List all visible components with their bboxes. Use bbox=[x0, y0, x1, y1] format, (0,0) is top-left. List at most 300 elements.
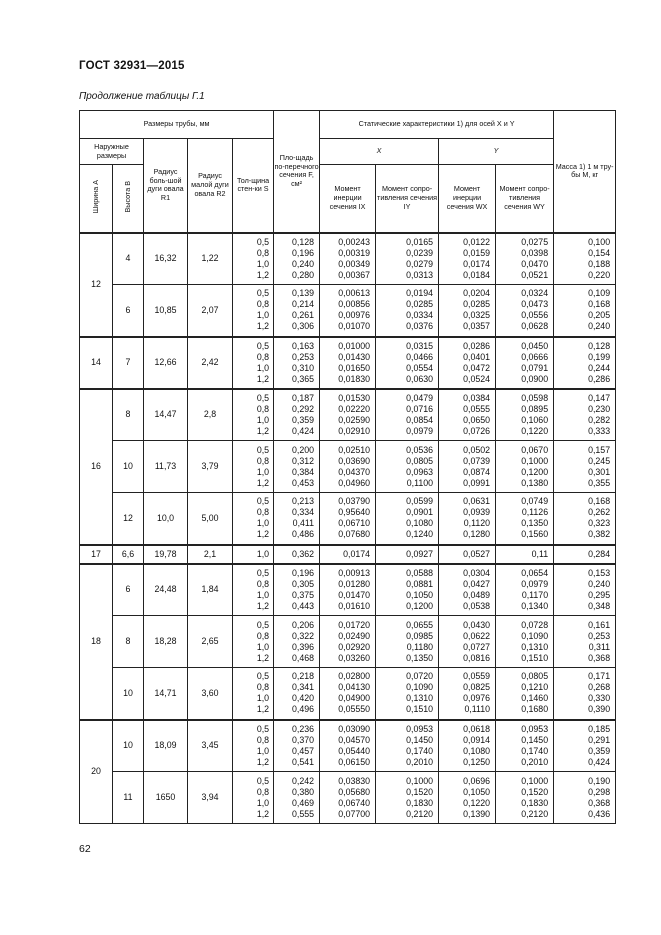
radius-r1-value: 14,71 bbox=[144, 668, 188, 720]
cell-value: 0,161 bbox=[588, 619, 611, 630]
cell-value: 0,0628 bbox=[521, 321, 549, 332]
cell-value: 0,02590 bbox=[338, 414, 371, 425]
cell-value: 0,1560 bbox=[521, 529, 549, 540]
cell-value: 0,305 bbox=[292, 578, 315, 589]
radius-r2-value: 1,22 bbox=[188, 233, 233, 285]
cell-value: 0,368 bbox=[588, 797, 611, 808]
cell-value: 0,0895 bbox=[521, 403, 549, 414]
header-mass: Масса 1) 1 м тру-бы M, кг bbox=[554, 111, 616, 233]
height-b-value: 6,6 bbox=[113, 545, 144, 564]
thickness-values bbox=[233, 285, 274, 337]
cell-value: 0,1830 bbox=[521, 797, 549, 808]
height-b-value: 4 bbox=[113, 233, 144, 285]
cell-value: 0,0727 bbox=[463, 641, 491, 652]
table-row bbox=[80, 616, 616, 668]
cell-value: 0,1680 bbox=[521, 704, 549, 715]
height-b-value: 10 bbox=[113, 668, 144, 720]
cell-value: 0,306 bbox=[292, 321, 315, 332]
ix-values bbox=[320, 616, 376, 668]
cell-value: 0,0739 bbox=[463, 455, 491, 466]
cell-value: 0,240 bbox=[588, 321, 611, 332]
cell-value: 0,1110 bbox=[464, 704, 491, 715]
radius-r1-value: 19,78 bbox=[144, 545, 188, 564]
cell-value: 0,261 bbox=[292, 310, 315, 321]
cell-value: 0,0521 bbox=[521, 269, 549, 280]
iy-values bbox=[376, 337, 439, 389]
cell-value: 0,2120 bbox=[521, 808, 549, 819]
cell-value: 0,365 bbox=[292, 373, 315, 384]
cell-value: 0,04370 bbox=[338, 466, 371, 477]
cell-value: 0,0159 bbox=[463, 247, 491, 258]
cell-value: 0,00856 bbox=[338, 299, 371, 310]
cell-value: 0,0122 bbox=[463, 236, 491, 247]
cell-value: 0,199 bbox=[588, 351, 611, 362]
wy-values bbox=[496, 493, 554, 545]
cell-value: 0,1380 bbox=[521, 477, 549, 488]
cell-value: 0,04960 bbox=[338, 477, 371, 488]
cell-value: 0,8 bbox=[256, 403, 270, 414]
wx-values bbox=[439, 564, 496, 616]
cell-value: 0,00613 bbox=[338, 288, 371, 299]
height-b-value: 6 bbox=[113, 564, 144, 616]
wx-values bbox=[439, 441, 496, 493]
cell-value: 0,0401 bbox=[463, 351, 491, 362]
header-static-characteristics: Статические характеристики 1) для осей X и Y bbox=[320, 111, 554, 139]
ix-values bbox=[320, 668, 376, 720]
cell-value: 1,2 bbox=[256, 269, 270, 280]
cell-value: 0,1520 bbox=[406, 786, 434, 797]
cell-value: 0,1220 bbox=[521, 425, 549, 436]
cell-value: 0,07680 bbox=[338, 529, 371, 540]
wx-values bbox=[439, 285, 496, 337]
width-a-value: 12 bbox=[80, 233, 113, 337]
cell-value: 0,1126 bbox=[521, 507, 549, 518]
cell-value: 0,355 bbox=[588, 477, 611, 488]
cell-value: 0,0559 bbox=[463, 671, 491, 682]
cell-value: 0,1220 bbox=[463, 797, 491, 808]
cell-value: 0,0174 bbox=[343, 548, 371, 559]
cell-value: 0,0313 bbox=[406, 269, 434, 280]
table-continuation-caption: Продолжение таблицы Г.1 bbox=[79, 91, 205, 102]
cell-value: 0,5 bbox=[256, 723, 270, 734]
cell-value: 0,1250 bbox=[463, 756, 491, 767]
header-moment-ix: Момент инерции сечения IX bbox=[320, 165, 376, 233]
cell-value: 0,2120 bbox=[406, 808, 434, 819]
cell-value: 0,291 bbox=[588, 734, 611, 745]
wy-values bbox=[496, 285, 554, 337]
properties-table bbox=[79, 110, 616, 824]
cell-value: 0,187 bbox=[292, 392, 315, 403]
cell-value: 1,2 bbox=[256, 704, 270, 715]
cell-value: 0,0184 bbox=[463, 269, 491, 280]
cell-value: 0,218 bbox=[292, 671, 315, 682]
cell-value: 0,5 bbox=[256, 619, 270, 630]
wy-values bbox=[496, 545, 554, 564]
cell-value: 0,5 bbox=[256, 671, 270, 682]
thickness-values bbox=[233, 616, 274, 668]
thickness-values bbox=[233, 233, 274, 285]
thickness-values bbox=[233, 337, 274, 389]
cell-value: 0,8 bbox=[256, 247, 270, 258]
height-b-value: 12 bbox=[113, 493, 144, 545]
cell-value: 0,01280 bbox=[338, 578, 371, 589]
cell-value: 0,205 bbox=[588, 310, 611, 321]
cell-value: 1,0 bbox=[256, 641, 270, 652]
cell-value: 0,03090 bbox=[338, 723, 371, 734]
cell-value: 0,1280 bbox=[463, 529, 491, 540]
ix-values bbox=[320, 285, 376, 337]
area-values bbox=[274, 668, 320, 720]
cell-value: 0,06740 bbox=[338, 797, 371, 808]
cell-value: 0,8 bbox=[256, 734, 270, 745]
cell-value: 0,1350 bbox=[406, 652, 434, 663]
cell-value: 0,370 bbox=[292, 734, 315, 745]
area-values bbox=[274, 285, 320, 337]
table-row bbox=[80, 337, 616, 389]
cell-value: 0,0630 bbox=[406, 373, 434, 384]
cell-value: 0,359 bbox=[292, 414, 315, 425]
cell-value: 1,0 bbox=[256, 518, 270, 529]
cell-value: 0,171 bbox=[588, 671, 611, 682]
cell-value: 0,0398 bbox=[521, 247, 549, 258]
cell-value: 0,02800 bbox=[338, 671, 371, 682]
cell-value: 0,0304 bbox=[463, 567, 491, 578]
cell-value: 0,0666 bbox=[521, 351, 549, 362]
iy-values bbox=[376, 564, 439, 616]
cell-value: 0,5 bbox=[256, 775, 270, 786]
cell-value: 0,0979 bbox=[406, 425, 434, 436]
cell-value: 0,0914 bbox=[463, 734, 491, 745]
cell-value: 0,1050 bbox=[406, 589, 434, 600]
cell-value: 0,00367 bbox=[338, 269, 371, 280]
cell-value: 0,1350 bbox=[521, 518, 549, 529]
cell-value: 0,1060 bbox=[521, 414, 549, 425]
header-radius-r1: Радиус боль-шой дуги овала R1 bbox=[144, 139, 188, 233]
radius-r1-value: 18,28 bbox=[144, 616, 188, 668]
cell-value: 0,486 bbox=[292, 529, 315, 540]
cell-value: 0,0479 bbox=[406, 392, 434, 403]
cell-value: 0,0285 bbox=[463, 299, 491, 310]
iy-values bbox=[376, 285, 439, 337]
cell-value: 0,07700 bbox=[338, 808, 371, 819]
cell-value: 0,2010 bbox=[406, 756, 434, 767]
header-axis-x: X bbox=[320, 139, 439, 165]
cell-value: 1,0 bbox=[256, 548, 270, 559]
cell-value: 0,1510 bbox=[521, 652, 549, 663]
cell-value: 0,0670 bbox=[521, 444, 549, 455]
mass-values bbox=[554, 493, 616, 545]
cell-value: 0,02920 bbox=[338, 641, 371, 652]
cell-value: 0,284 bbox=[588, 548, 611, 559]
height-b-value: 7 bbox=[113, 337, 144, 389]
cell-value: 0,03690 bbox=[338, 455, 371, 466]
cell-value: 0,06710 bbox=[338, 518, 371, 529]
cell-value: 0,1310 bbox=[521, 641, 549, 652]
cell-value: 0,334 bbox=[292, 507, 315, 518]
cell-value: 0,382 bbox=[588, 529, 611, 540]
cell-value: 1,2 bbox=[256, 600, 270, 611]
cell-value: 0,0555 bbox=[463, 403, 491, 414]
iy-values bbox=[376, 441, 439, 493]
radius-r1-value: 16,32 bbox=[144, 233, 188, 285]
cell-value: 0,0275 bbox=[521, 236, 549, 247]
cell-value: 0,1100 bbox=[406, 477, 434, 488]
cell-value: 0,240 bbox=[588, 578, 611, 589]
cell-value: 0,01720 bbox=[338, 619, 371, 630]
radius-r2-value: 3,94 bbox=[188, 772, 233, 824]
mass-values bbox=[554, 564, 616, 616]
header-outer-sizes: Наружные размеры bbox=[80, 139, 144, 165]
cell-value: 0,457 bbox=[292, 745, 315, 756]
cell-value: 1,0 bbox=[256, 414, 270, 425]
radius-r1-value: 10,0 bbox=[144, 493, 188, 545]
cell-value: 0,02490 bbox=[338, 630, 371, 641]
area-values bbox=[274, 389, 320, 441]
cell-value: 0,0536 bbox=[406, 444, 434, 455]
cell-value: 0,1200 bbox=[406, 600, 434, 611]
cell-value: 0,1310 bbox=[406, 693, 434, 704]
iy-values bbox=[376, 233, 439, 285]
cell-value: 0,1000 bbox=[521, 455, 549, 466]
iy-values bbox=[376, 493, 439, 545]
cell-value: 0,5 bbox=[256, 567, 270, 578]
cell-value: 1,2 bbox=[256, 652, 270, 663]
cell-value: 0,01610 bbox=[338, 600, 371, 611]
cell-value: 0,128 bbox=[292, 236, 315, 247]
cell-value: 0,0325 bbox=[463, 310, 491, 321]
cell-value: 0,200 bbox=[292, 444, 315, 455]
cell-value: 1,0 bbox=[256, 797, 270, 808]
cell-value: 0,0285 bbox=[406, 299, 434, 310]
cell-value: 0,0588 bbox=[406, 567, 434, 578]
cell-value: 0,0315 bbox=[406, 340, 434, 351]
cell-value: 0,0816 bbox=[463, 652, 491, 663]
cell-value: 0,280 bbox=[292, 269, 315, 280]
cell-value: 0,0726 bbox=[463, 425, 491, 436]
cell-value: 0,0554 bbox=[406, 362, 434, 373]
area-values bbox=[274, 772, 320, 824]
cell-value: 0,0696 bbox=[463, 775, 491, 786]
mass-values bbox=[554, 545, 616, 564]
cell-value: 0,0900 bbox=[521, 373, 549, 384]
table-row bbox=[80, 493, 616, 545]
cell-value: 0,0194 bbox=[406, 288, 434, 299]
cell-value: 1,0 bbox=[256, 258, 270, 269]
cell-value: 0,0527 bbox=[463, 548, 491, 559]
cell-value: 0,282 bbox=[588, 414, 611, 425]
cell-value: 0,253 bbox=[588, 630, 611, 641]
cell-value: 1,2 bbox=[256, 425, 270, 436]
cell-value: 0,0976 bbox=[463, 693, 491, 704]
cell-value: 0,8 bbox=[256, 299, 270, 310]
cell-value: 0,01000 bbox=[338, 340, 371, 351]
wy-values bbox=[496, 720, 554, 772]
width-a-value: 17 bbox=[80, 545, 113, 564]
area-values bbox=[274, 233, 320, 285]
cell-value: 0,424 bbox=[292, 425, 315, 436]
cell-value: 0,380 bbox=[292, 786, 315, 797]
ix-values bbox=[320, 545, 376, 564]
cell-value: 0,424 bbox=[588, 756, 611, 767]
document-title: ГОСТ 32931—2015 bbox=[79, 60, 185, 72]
cell-value: 0,00319 bbox=[338, 247, 371, 258]
iy-values bbox=[376, 616, 439, 668]
cell-value: 0,5 bbox=[256, 444, 270, 455]
cell-value: 0,1460 bbox=[521, 693, 549, 704]
table-row bbox=[80, 772, 616, 824]
cell-value: 0,359 bbox=[588, 745, 611, 756]
cell-value: 1,0 bbox=[256, 693, 270, 704]
cell-value: 0,0427 bbox=[463, 578, 491, 589]
area-values bbox=[274, 564, 320, 616]
cell-value: 0,0654 bbox=[521, 567, 549, 578]
wy-values bbox=[496, 564, 554, 616]
cell-value: 0,02910 bbox=[338, 425, 371, 436]
cell-value: 0,8 bbox=[256, 682, 270, 693]
iy-values bbox=[376, 772, 439, 824]
cell-value: 0,1450 bbox=[521, 734, 549, 745]
cell-value: 0,396 bbox=[292, 641, 315, 652]
thickness-values bbox=[233, 720, 274, 772]
thickness-values bbox=[233, 545, 274, 564]
cell-value: 0,03790 bbox=[338, 496, 371, 507]
height-b-value: 8 bbox=[113, 616, 144, 668]
width-a-value: 14 bbox=[80, 337, 113, 389]
thickness-values bbox=[233, 389, 274, 441]
cell-value: 0,295 bbox=[588, 589, 611, 600]
thickness-values bbox=[233, 441, 274, 493]
cell-value: 0,1000 bbox=[406, 775, 434, 786]
cell-value: 0,01530 bbox=[338, 392, 371, 403]
table-row bbox=[80, 564, 616, 616]
cell-value: 0,03260 bbox=[338, 652, 371, 663]
cell-value: 0,109 bbox=[588, 288, 611, 299]
cell-value: 0,312 bbox=[292, 455, 315, 466]
cell-value: 0,298 bbox=[588, 786, 611, 797]
cell-value: 0,0622 bbox=[463, 630, 491, 641]
cell-value: 0,0953 bbox=[406, 723, 434, 734]
cell-value: 0,0805 bbox=[406, 455, 434, 466]
cell-value: 0,8 bbox=[256, 351, 270, 362]
radius-r2-value: 3,45 bbox=[188, 720, 233, 772]
cell-value: 0,154 bbox=[588, 247, 611, 258]
cell-value: 0,0376 bbox=[406, 321, 434, 332]
cell-value: 0,188 bbox=[588, 258, 611, 269]
mass-values bbox=[554, 720, 616, 772]
wx-values bbox=[439, 337, 496, 389]
cell-value: 0,0881 bbox=[406, 578, 434, 589]
cell-value: 0,05440 bbox=[338, 745, 371, 756]
cell-value: 0,1180 bbox=[406, 641, 434, 652]
page-number: 62 bbox=[79, 843, 91, 855]
cell-value: 0,292 bbox=[292, 403, 315, 414]
cell-value: 0,213 bbox=[292, 496, 315, 507]
cell-value: 0,0927 bbox=[406, 548, 434, 559]
cell-value: 0,443 bbox=[292, 600, 315, 611]
cell-value: 0,301 bbox=[588, 466, 611, 477]
cell-value: 0,333 bbox=[588, 425, 611, 436]
table-body bbox=[80, 233, 616, 824]
cell-value: 1,2 bbox=[256, 477, 270, 488]
cell-value: 0,0165 bbox=[406, 236, 434, 247]
wx-values bbox=[439, 389, 496, 441]
cell-value: 1,0 bbox=[256, 745, 270, 756]
header-radius-r2: Радиус малой дуги овала R2 bbox=[188, 139, 233, 233]
cell-value: 0,8 bbox=[256, 507, 270, 518]
cell-value: 0,1830 bbox=[406, 797, 434, 808]
cell-value: 0,168 bbox=[588, 496, 611, 507]
cell-value: 1,0 bbox=[256, 466, 270, 477]
cell-value: 0,1450 bbox=[406, 734, 434, 745]
cell-value: 1,0 bbox=[256, 362, 270, 373]
cell-value: 0,0728 bbox=[521, 619, 549, 630]
area-values bbox=[274, 493, 320, 545]
cell-value: 0,00243 bbox=[338, 236, 371, 247]
thickness-values bbox=[233, 564, 274, 616]
cell-value: 0,286 bbox=[588, 373, 611, 384]
cell-value: 0,157 bbox=[588, 444, 611, 455]
cell-value: 0,0430 bbox=[463, 619, 491, 630]
cell-value: 0,253 bbox=[292, 351, 315, 362]
wy-values bbox=[496, 441, 554, 493]
cell-value: 0,1080 bbox=[406, 518, 434, 529]
cell-value: 0,220 bbox=[588, 269, 611, 280]
area-values bbox=[274, 616, 320, 668]
cell-value: 0,0650 bbox=[463, 414, 491, 425]
wy-values bbox=[496, 616, 554, 668]
cell-value: 0,1200 bbox=[521, 466, 549, 477]
wx-values bbox=[439, 545, 496, 564]
cell-value: 0,0901 bbox=[406, 507, 434, 518]
ix-values bbox=[320, 389, 376, 441]
iy-values bbox=[376, 545, 439, 564]
cell-value: 0,0556 bbox=[521, 310, 549, 321]
wy-values bbox=[496, 233, 554, 285]
ix-values bbox=[320, 233, 376, 285]
mass-values bbox=[554, 772, 616, 824]
cell-value: 0,147 bbox=[588, 392, 611, 403]
cell-value: 0,128 bbox=[588, 340, 611, 351]
iy-values bbox=[376, 389, 439, 441]
area-values bbox=[274, 441, 320, 493]
cell-value: 0,1520 bbox=[521, 786, 549, 797]
cell-value: 0,5 bbox=[256, 236, 270, 247]
cell-value: 0,268 bbox=[588, 682, 611, 693]
header-pipe-sizes: Размеры трубы, мм bbox=[80, 111, 274, 139]
wy-values bbox=[496, 389, 554, 441]
cell-value: 1,0 bbox=[256, 589, 270, 600]
cell-value: 0,0631 bbox=[463, 496, 491, 507]
cell-value: 1,2 bbox=[256, 321, 270, 332]
cell-value: 0,375 bbox=[292, 589, 315, 600]
cell-value: 0,0324 bbox=[521, 288, 549, 299]
header-wall-thickness: Тол-щина стен-ки S bbox=[233, 139, 274, 233]
cell-value: 0,0204 bbox=[463, 288, 491, 299]
cell-value: 0,555 bbox=[292, 808, 315, 819]
header-height-b bbox=[113, 165, 144, 233]
cell-value: 0,368 bbox=[588, 652, 611, 663]
cell-value: 0,0334 bbox=[406, 310, 434, 321]
mass-values bbox=[554, 616, 616, 668]
cell-value: 0,362 bbox=[292, 548, 315, 559]
cell-value: 0,0805 bbox=[521, 671, 549, 682]
cell-value: 0,322 bbox=[292, 630, 315, 641]
cell-value: 0,1740 bbox=[406, 745, 434, 756]
cell-value: 0,95640 bbox=[338, 507, 371, 518]
cell-value: 0,323 bbox=[588, 518, 611, 529]
cell-value: 0,05680 bbox=[338, 786, 371, 797]
area-values bbox=[274, 337, 320, 389]
